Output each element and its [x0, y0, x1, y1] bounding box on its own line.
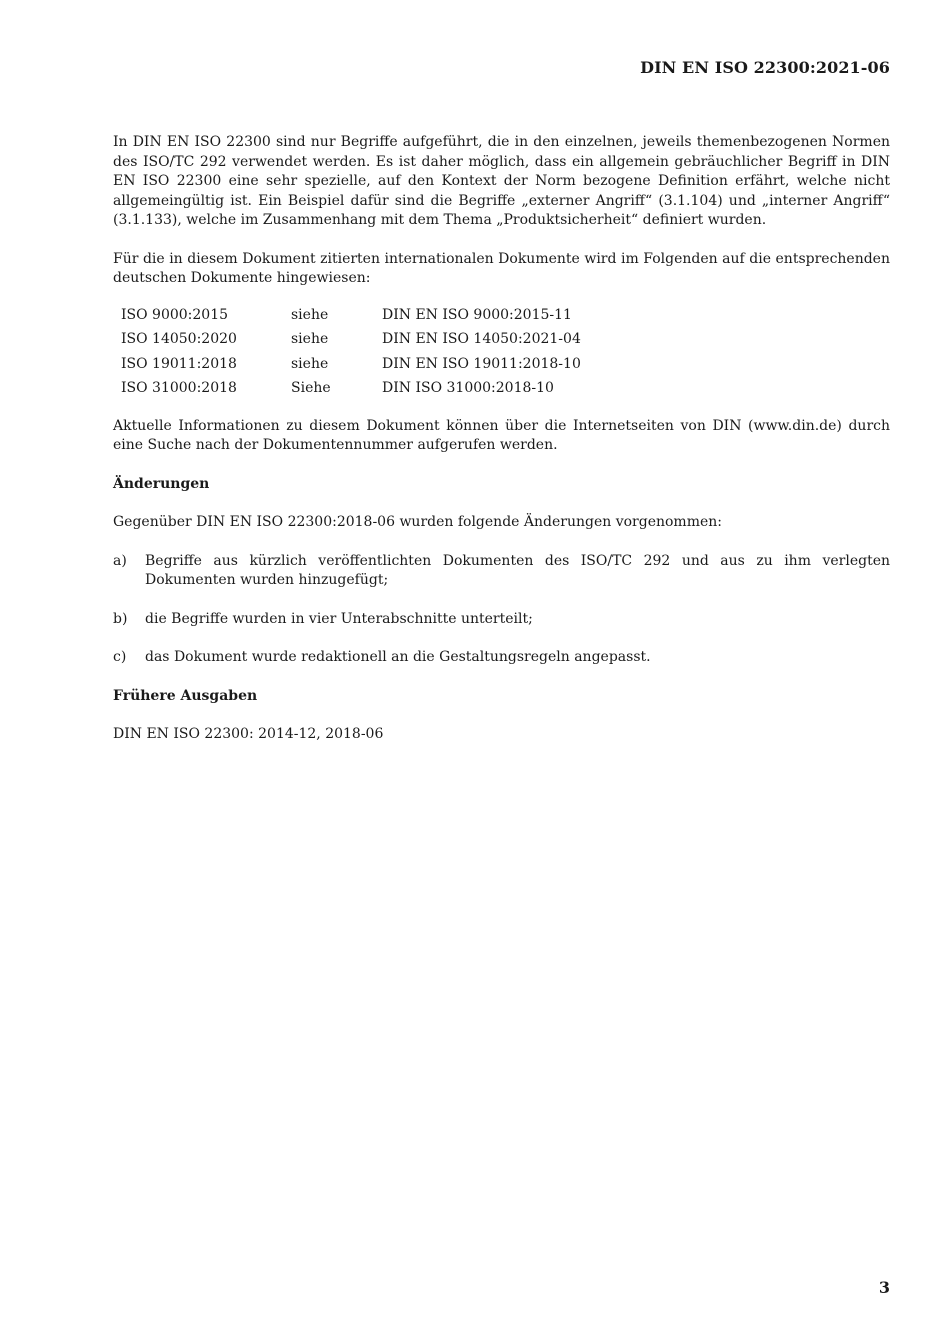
intro-paragraph: In DIN EN ISO 22300 sind nur Begriffe aufgeführt, die in den einzelnen, jeweils themenbezogenen Normen des ISO/TC 292 verwendet werden. Es ist daher möglich, dass ein allgemein gebräuchlicher Begriff in DIN EN ISO 22300 eine sehr spezielle, auf den Kontext der Norm bezogene Definition erfährt, welche nicht allgemeingültig ist. Ein Beispiel dafür sind die Begriffe „externer Angriff“ (3.1.104) und „interner Angriff“ (3.1.133), welche im Zusammenhang mit dem Thema „Produktsicherheit“ definiert wurden. — [113, 134, 890, 228]
list-text: das Dokument wurde redaktionell an die Gestaltungsregeln angepasst. — [145, 649, 651, 665]
german-document: DIN EN ISO 9000:2015-11 — [382, 306, 572, 323]
changes-heading: Änderungen — [113, 475, 210, 492]
document-body — [113, 133, 890, 764]
document-header-id: DIN EN ISO 22300:2021-06 — [640, 58, 890, 77]
reference-intro-paragraph: Für die in diesem Dokument zitierten internationalen Dokumente wird im Folgenden auf die entsprechenden deutschen Dokumente hingewiesen: — [113, 250, 890, 286]
reference-row — [121, 353, 642, 378]
reference-row — [121, 328, 642, 353]
reference-row — [121, 304, 642, 329]
intl-document: ISO 9000:2015 — [121, 306, 229, 323]
list-item — [113, 648, 890, 668]
page-number: 3 — [878, 1278, 890, 1297]
reference-row — [121, 377, 642, 402]
intl-document: ISO 31000:2018 — [121, 380, 237, 396]
list-marker: c) — [113, 649, 127, 665]
list-marker: b) — [113, 610, 128, 627]
reference-table — [121, 304, 642, 402]
list-text: die Begriffe wurden in vier Unterabschnitte unterteilt; — [145, 610, 533, 627]
din-info-paragraph: Aktuelle Informationen zu diesem Dokument können über die Internetseiten von DIN (www.din.de) durch eine Suche nach der Dokumentennummer aufgerufen werden. — [113, 417, 890, 453]
intl-document: ISO 19011:2018 — [121, 355, 237, 372]
previous-editions-heading: Frühere Ausgaben — [113, 687, 258, 704]
list-item — [113, 610, 890, 630]
see-label: Siehe — [291, 380, 331, 396]
german-document: DIN EN ISO 19011:2018-10 — [382, 355, 581, 372]
changes-intro: Gegenüber DIN EN ISO 22300:2018-06 wurden folgende Änderungen vorgenommen: — [113, 514, 722, 530]
list-item — [113, 552, 890, 591]
list-marker: a) — [113, 552, 127, 569]
previous-editions-text: DIN EN ISO 22300: 2014-12, 2018-06 — [113, 726, 384, 742]
list-text: Begriffe aus kürzlich veröffentlichten Dokumenten des ISO/TC 292 und aus zu ihm verlegten Dokumenten wurden hinzugefügt; — [145, 552, 890, 588]
german-document: DIN ISO 31000:2018-10 — [382, 380, 554, 396]
see-label: siehe — [291, 306, 329, 323]
german-document: DIN EN ISO 14050:2021-04 — [382, 331, 581, 347]
see-label: siehe — [291, 331, 329, 347]
intl-document: ISO 14050:2020 — [121, 331, 237, 347]
see-label: siehe — [291, 355, 329, 372]
